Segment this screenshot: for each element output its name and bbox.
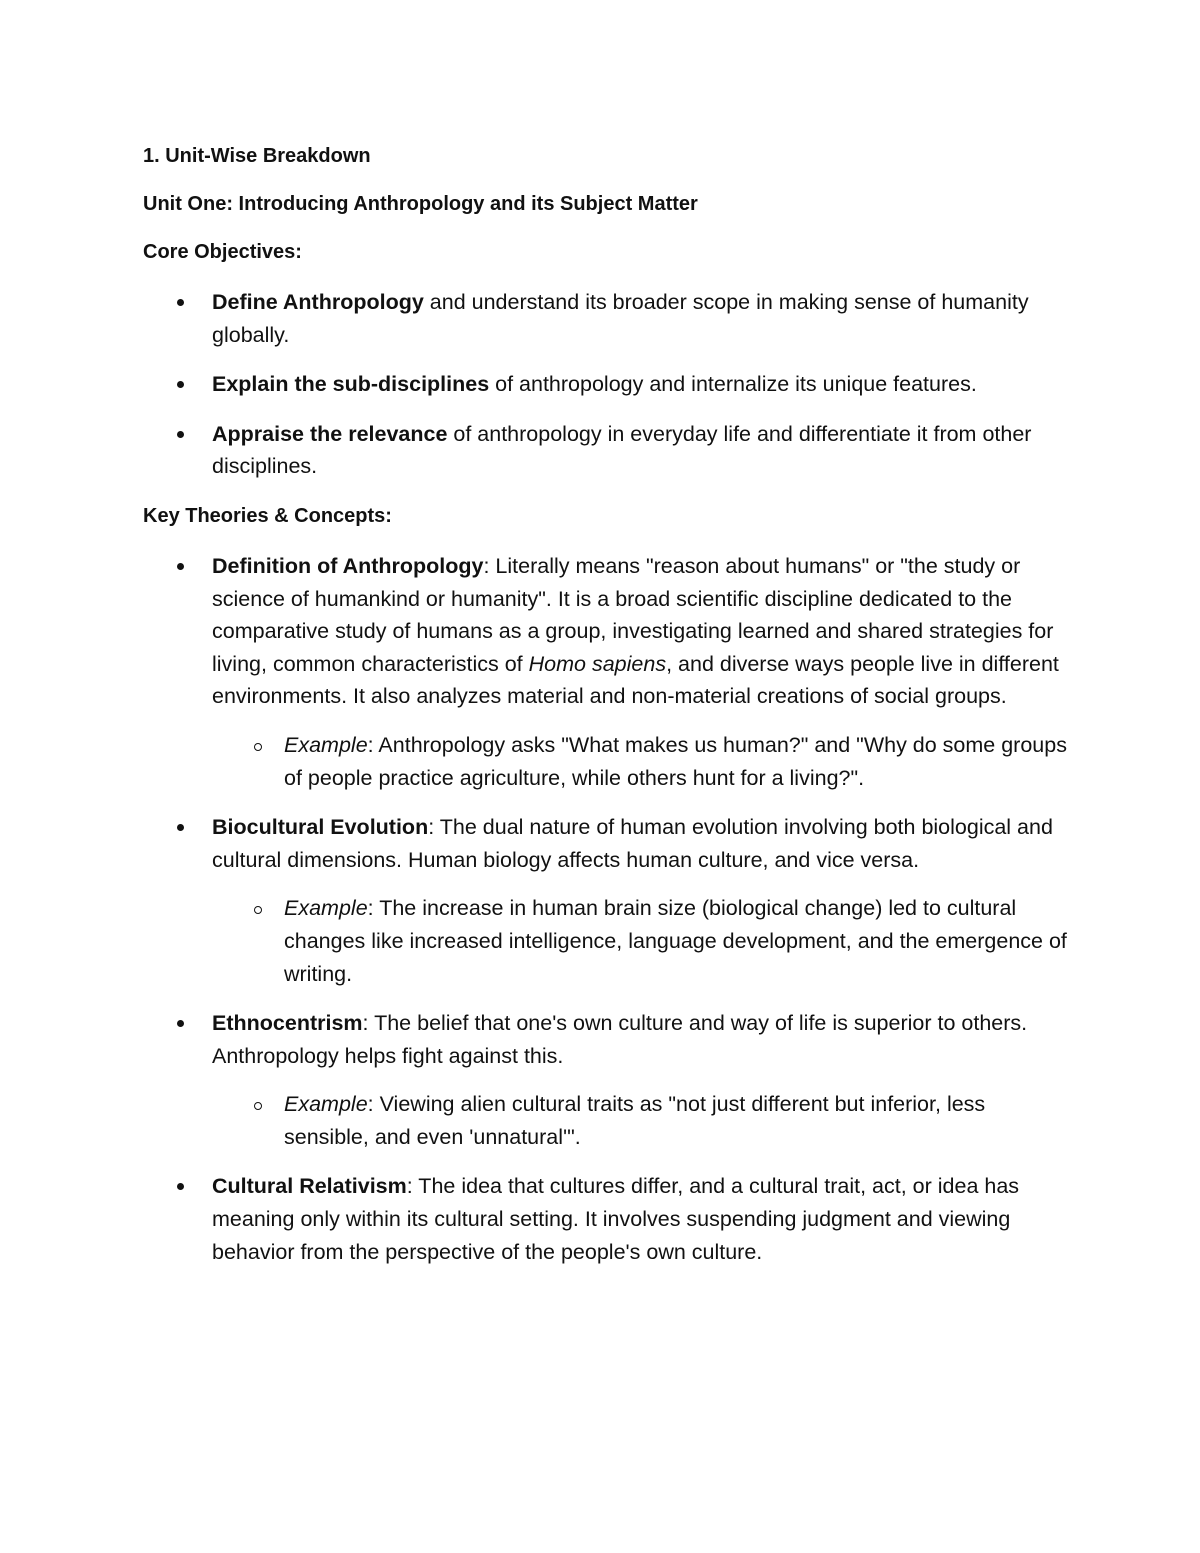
bullet-icon [177,824,184,831]
objective-term: Appraise the relevance [212,421,448,446]
concept-text-after: , and diverse ways people live in different environments. It also analyzes material and non-material creations of social groups. [212,651,1059,709]
objective-text: of anthropology in everyday life and differentiate it from other disciplines. [212,421,1032,479]
bullet-icon [177,1183,184,1190]
circle-bullet-icon [254,906,262,914]
circle-bullet-icon [254,743,262,751]
key-theories-list [143,550,1073,1268]
concept-text: : The idea that cultures differ, and a cultural trait, act, or idea has meaning only within its cultural setting. It involves suspending judgment and viewing behavior from the perspective of the people's own culture. [212,1174,1020,1264]
example-text: : The increase in human brain size (biological change) led to cultural changes like increased intelligence, language development, and the emergence of writing. [284,896,1067,986]
example-item [212,729,1073,794]
core-objectives-heading: Core Objectives: [143,241,302,263]
concept-text: : The dual nature of human evolution involving both biological and cultural dimensions. Human biology affects human culture, and vice versa. [212,815,1053,872]
concept-term: Biocultural Evolution [212,815,429,840]
objective-text: and understand its broader scope in making sense of humanity globally. [212,290,1029,347]
section-title: 1. Unit-Wise Breakdown [143,145,371,167]
list-item [143,1007,1073,1153]
concept-term: Definition of Anthropology [212,553,484,578]
example-item [212,1088,1073,1153]
example-label: Example [284,896,368,921]
unit-title: Unit One: Introducing Anthropology and its Subject Matter [143,193,698,215]
list-item [143,286,1073,351]
concept-text: : Literally means "reason about humans" or "the study or science of humankind or humanity". It is a broad scientific discipline dedicated to the comparative study of humans as a group, investigating learned and shared strategies for living, common characteristics of [212,553,1054,676]
bullet-icon [177,563,184,570]
bullet-icon [177,431,184,438]
example-item [212,892,1073,990]
example-label: Example [284,732,368,757]
concept-term: Ethnocentrism [212,1011,363,1036]
concept-italic: Homo sapiens [528,651,667,676]
core-objectives-list [143,286,1073,483]
key-theories-heading: Key Theories & Concepts: [143,504,392,527]
circle-bullet-icon [254,1102,262,1110]
example-text: : Viewing alien cultural traits as "not just different but inferior, less sensible, and even 'unnatural'". [284,1092,986,1149]
list-item [143,1170,1073,1268]
example-text: : Anthropology asks "What makes us human?" and "Why do some groups of people practice agriculture, while others hunt for a living?". [284,732,1067,790]
list-item [143,418,1073,483]
bullet-icon [177,299,184,306]
concept-term: Cultural Relativism [212,1174,407,1199]
example-list [212,892,1073,990]
example-label: Example [284,1092,368,1117]
objective-term: Define Anthropology [212,290,424,314]
concept-text: : The belief that one's own culture and way of life is superior to others. Anthropology helps fight against this. [212,1011,1028,1068]
objective-text: of anthropology and internalize its unique features. [489,372,977,397]
list-item [143,811,1073,990]
example-list [212,729,1073,794]
bullet-icon [177,381,184,388]
list-item [143,368,1073,401]
example-list [212,1088,1073,1153]
list-item [143,550,1073,794]
bullet-icon [177,1020,184,1027]
document-page [143,140,1073,1285]
objective-term: Explain the sub-disciplines [212,372,490,397]
